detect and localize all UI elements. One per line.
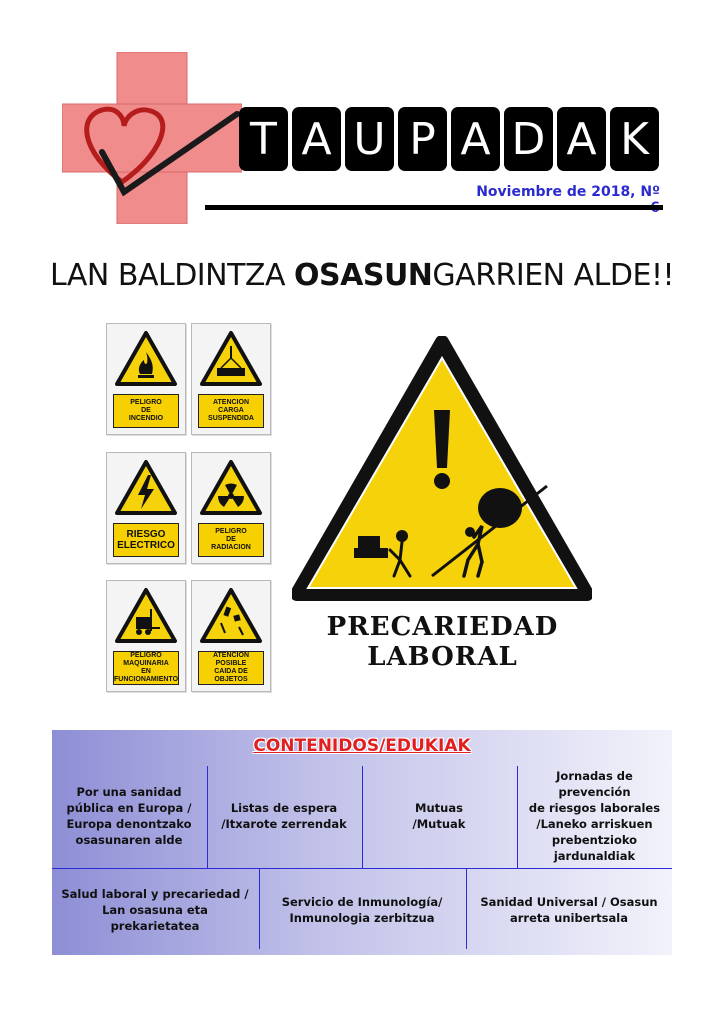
table-divider: [362, 766, 363, 868]
masthead-letter: A: [557, 107, 606, 171]
warning-sign-radiation: [191, 452, 271, 564]
contents-item: Por una sanidad pública en Europa / Europa denontzako osasunaren alde: [66, 785, 192, 847]
fire-icon: [114, 330, 178, 388]
table-divider: [207, 766, 208, 868]
precariedad-caption: PRECARIEDAD LABORAL: [326, 612, 559, 672]
warning-sign-electric: [106, 452, 186, 564]
headline-part: GARRIEN ALDE!!: [432, 258, 675, 293]
headline-bold-part: OSASUN: [294, 258, 433, 293]
contents-title: CONTENIDOS/EDUKIAK: [253, 736, 471, 756]
masthead-letter: A: [292, 107, 341, 171]
radiation-icon: [199, 459, 263, 517]
contents-item: Sanidad Universal / Osasun arreta unibertsala: [480, 895, 658, 925]
electric-icon: [114, 459, 178, 517]
red-cross-heart-logo: [62, 52, 242, 224]
warning-sign-suspended-load: [191, 323, 271, 435]
warning-sign-falling-objects: [191, 580, 271, 692]
masthead-letter: U: [345, 107, 394, 171]
sign-label: PELIGRO DE INCENDIO: [113, 394, 179, 428]
warning-sign-fire: [106, 323, 186, 435]
precariedad-warning-sign: [292, 336, 592, 606]
contents-item: Mutuas /Mutuak: [412, 801, 466, 831]
sign-label: ATENCION CARGA SUSPENDIDA: [198, 394, 264, 428]
sign-label: RIESGO ELECTRICO: [113, 523, 179, 557]
sign-label: PELIGRO DE RADIACION: [198, 523, 264, 557]
contents-item: Jornadas de prevención de riesgos laborales /Laneko arriskuen prebentzioko jardunaldiak: [528, 769, 661, 863]
sign-label: PELIGRO MAQUINARIA EN FUNCIONAMIENTO: [113, 652, 179, 683]
page-headline: [0, 258, 724, 293]
issue-date: Noviembre de 2018, Nº: [476, 184, 660, 200]
table-divider: [517, 766, 518, 868]
contents-item: Servicio de Inmunología/ Inmunologia zerbitzua: [281, 895, 443, 925]
contents-panel: [52, 730, 672, 955]
masthead-letter: D: [504, 107, 553, 171]
masthead-letter: P: [398, 107, 447, 171]
warning-sign-machinery: [106, 580, 186, 692]
table-divider: [466, 869, 467, 949]
table-divider: [259, 869, 260, 949]
masthead-letter: T: [239, 107, 288, 171]
masthead-letter: K: [610, 107, 659, 171]
table-divider: [52, 868, 672, 869]
masthead-divider: [205, 205, 663, 210]
sign-label: ATENCION POSIBLE CAIDA DE OBJETOS: [198, 651, 264, 685]
contents-item: Salud laboral y precariedad / Lan osasuna eta prekarietatea: [61, 887, 249, 933]
contents-item: Listas de espera /Itxarote zerrendak: [221, 801, 347, 831]
headline-part: LAN BALDINTZA: [49, 258, 295, 293]
forklift-icon: [114, 587, 178, 645]
falling-objects-icon: [199, 587, 263, 645]
suspended-load-icon: [199, 330, 263, 388]
masthead-letter: A: [451, 107, 500, 171]
